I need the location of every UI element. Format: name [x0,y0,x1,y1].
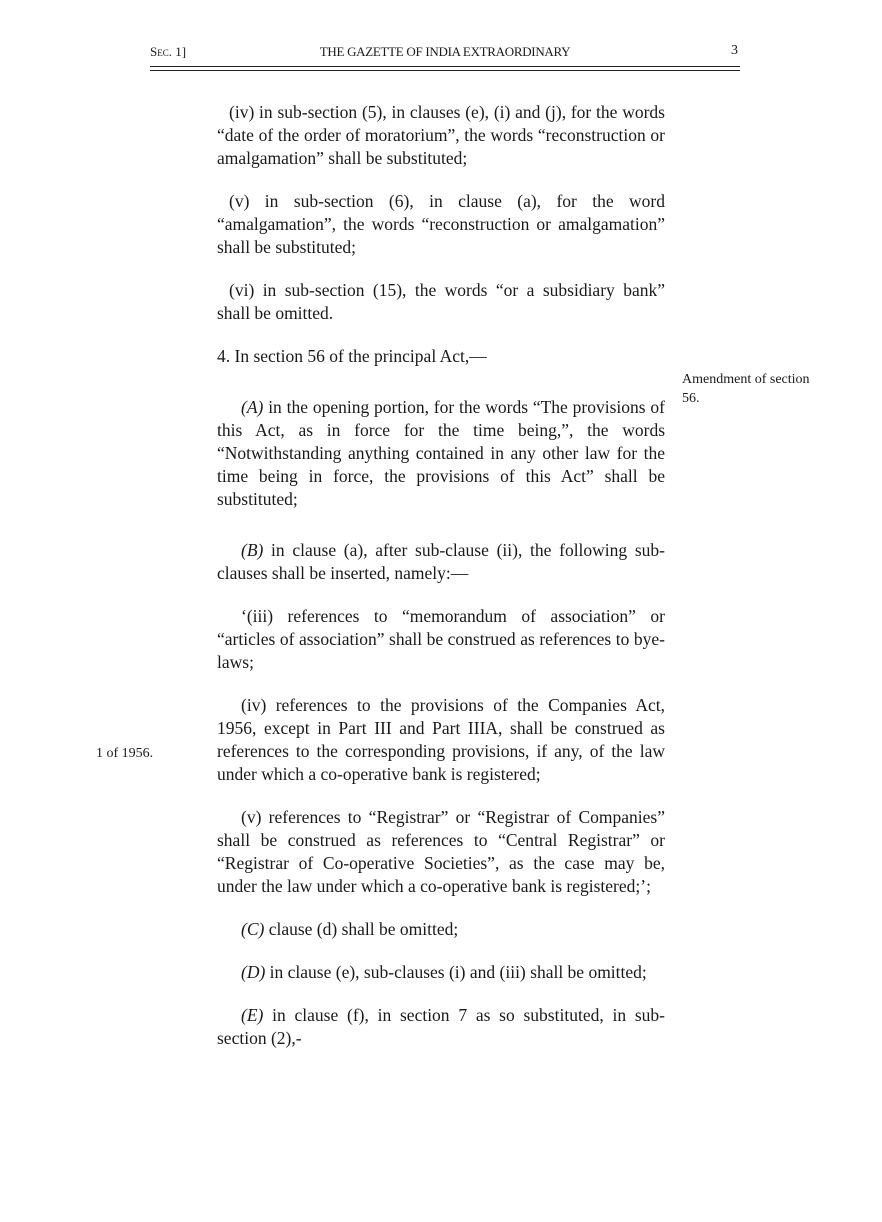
section-label: Sec. 1] [150,44,187,59]
paragraph-v-subsection-6: (v) in sub-section (6), in clause (a), for the word “amalgamation”, the words “reconstruction or amalgamation” shall be substituted; [217,191,665,257]
header-rule-bottom [150,70,740,71]
paragraph-vi-subsection-15: (vi) in sub-section (15), the words “or a subsidiary bank” shall be omitted. [217,280,665,323]
clause-a-opening-portion: (A) in the opening portion, for the words “The provisions of this Act, as in force for the time being,”, the words “Notwithstanding anything contained in any other law for the time being in force, the provisions of this Act” shall be substituted; [217,397,665,509]
margin-note-amendment: Amendment of section 56. [682,372,810,406]
paragraph-iv-subsection-5: (iv) in sub-section (5), in clauses (e), (i) and (j), for the words “date of the order of moratorium”, the words “reconstruction or amalgamation” shall be substituted; [217,102,665,168]
clause-e-section-7: (E) in clause (f), in section 7 as so substituted, in sub-section (2),- [217,1005,665,1048]
clause-c-omitted: (C) clause (d) shall be omitted; [241,919,459,939]
gazette-title: THE GAZETTE OF INDIA EXTRAORDINARY [319,44,571,59]
subclause-iv-companies-act: (iv) references to the provisions of the Companies Act, 1956, except in Part III and Part IIIA, shall be construed as references to the corresponding provisions, if any, of the law under which a co-operative bank is registered; [217,695,665,784]
clause-b-insert-subclauses: (B) in clause (a), after sub-clause (ii), the following sub-clauses shall be inserted, namely:— [217,540,665,583]
subclause-v-registrar: (v) references to “Registrar” or “Registrar of Companies” shall be construed as references to “Central Registrar” or “Registrar of Co-operative Societies”, as the case may be, under the law under which a co-operative bank is registered;’; [217,807,665,896]
clause-d-subclauses-omitted: (D) in clause (e), sub-clauses (i) and (iii) shall be omitted; [241,962,647,982]
page-number: 3 [731,43,738,58]
section-4-heading: 4. In section 56 of the principal Act,— [217,346,487,366]
document-body [217,101,665,1070]
subclause-iii-memorandum: ‘(iii) references to “memorandum of association” or “articles of association” shall be construed as references to bye-laws; [217,606,665,672]
header-rule-top [150,66,740,67]
margin-note-act-reference: 1 of 1956. [96,746,154,761]
page-header [150,40,740,62]
